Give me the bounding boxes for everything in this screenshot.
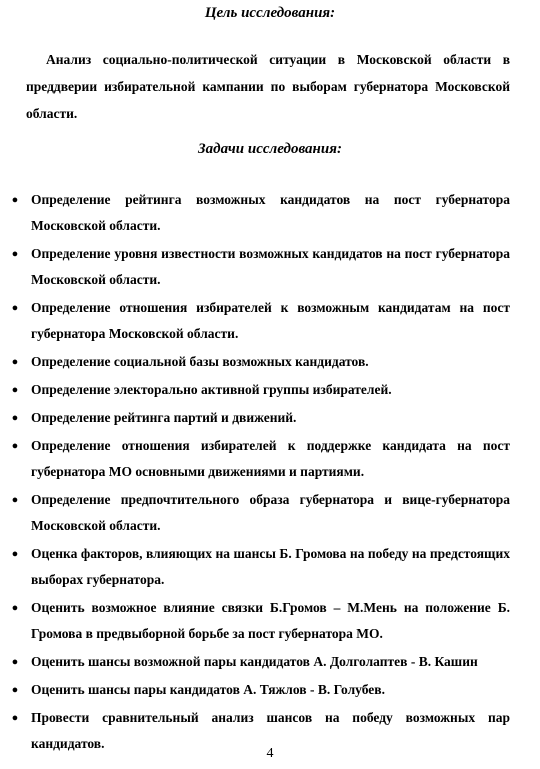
task-item	[0, 433, 540, 485]
page-number: 4	[266, 746, 274, 761]
task-text: Оценить возможное влияние связки Б.Громов – М.Мень на положение Б. Громова в предвыборной борьбе за пост губернатора МО.	[31, 600, 510, 641]
task-text: Провести сравнительный анализ шансов на победу возможных пар кандидатов.	[31, 710, 510, 751]
bullet-icon: ●	[11, 494, 19, 506]
bullet-icon: ●	[11, 248, 19, 260]
task-text: Определение отношения избирателей к поддержке кандидата на пост губернатора МО основными движениями и партиями.	[31, 438, 510, 479]
task-text: Оценка факторов, влияющих на шансы Б. Громова на победу на предстоящих выборах губернатора.	[31, 546, 510, 587]
task-item	[0, 677, 540, 703]
bullet-icon: ●	[11, 302, 19, 314]
bullet-icon: ●	[11, 356, 19, 368]
task-item	[0, 487, 540, 539]
task-item	[0, 649, 540, 675]
bullet-icon: ●	[11, 440, 19, 452]
task-text: Определение электорально активной группы избирателей.	[31, 382, 392, 397]
bullet-icon: ●	[11, 684, 19, 696]
task-text: Определение отношения избирателей к возможным кандидатам на пост губернатора Московской области.	[31, 300, 510, 341]
bullet-icon: ●	[11, 602, 19, 614]
goal-paragraph: Анализ социально-политической ситуации в Московской области в преддверии избирательной кампании по выборам губернатора Московской области.	[26, 52, 510, 121]
bullet-icon: ●	[11, 194, 19, 206]
tasks-list	[0, 187, 540, 759]
task-text: Определение уровня известности возможных кандидатов на пост губернатора Московской области.	[31, 246, 510, 287]
task-item	[0, 187, 540, 239]
bullet-icon: ●	[11, 548, 19, 560]
task-text: Оценить шансы пары кандидатов А. Тяжлов - В. Голубев.	[31, 682, 385, 697]
bullet-icon: ●	[11, 712, 19, 724]
task-item	[0, 295, 540, 347]
bullet-icon: ●	[11, 656, 19, 668]
task-text: Определение рейтинга партий и движений.	[31, 410, 297, 425]
task-item	[0, 241, 540, 293]
task-item	[0, 595, 540, 647]
goal-heading: Цель исследования:	[204, 5, 336, 21]
task-text: Оценить шансы возможной пары кандидатов А. Долголаптев - В. Кашин	[31, 654, 478, 669]
bullet-icon: ●	[11, 412, 19, 424]
task-text: Определение рейтинга возможных кандидатов на пост губернатора Московской области.	[31, 192, 510, 233]
tasks-heading: Задачи исследования:	[198, 141, 342, 157]
bullet-icon: ●	[11, 384, 19, 396]
task-item	[0, 377, 540, 403]
task-item	[0, 405, 540, 431]
task-text: Определение социальной базы возможных кандидатов.	[31, 354, 369, 369]
task-item	[0, 349, 540, 375]
task-text: Определение предпочтительного образа губернатора и вице-губернатора Московской области.	[31, 492, 510, 533]
task-item	[0, 541, 540, 593]
